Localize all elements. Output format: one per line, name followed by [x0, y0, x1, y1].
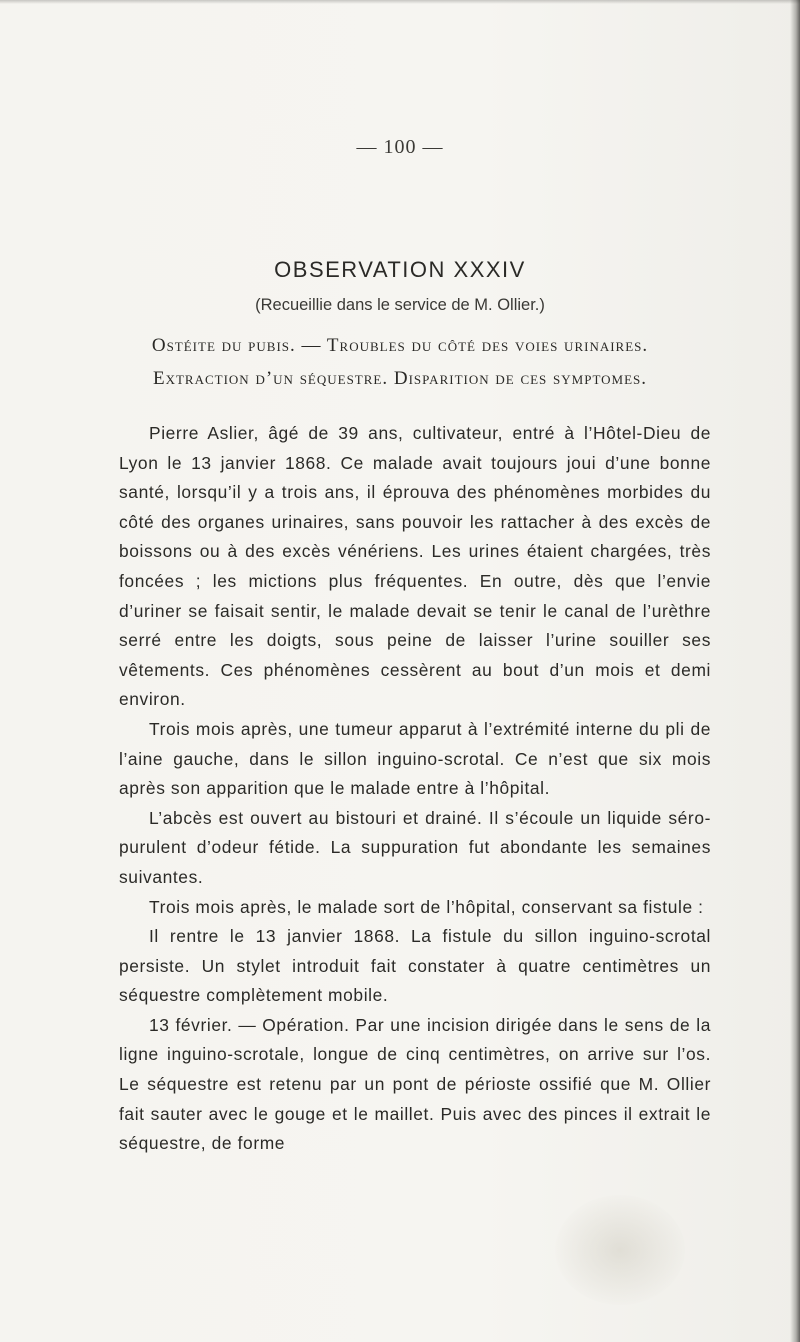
observation-title: OBSERVATION XXXIV [274, 257, 526, 282]
body-text [119, 419, 711, 1159]
paragraph-5: Il rentre le 13 janvier 1868. La fistule du sillon inguino-scrotal persiste. Un stylet introduit fait constater à quatre centimètres un séquestre complètement mobile. [119, 926, 711, 1006]
paragraph-4: Trois mois après, le malade sort de l’hôpital, conservant sa fistule : [149, 896, 704, 917]
paragraph-6: 13 février. — Opération. Par une incision dirigée dans le sens de la ligne inguino-scrotale, longue de cinq centimètres, on arrive sur l’os. Le séquestre est retenu par un pont de périoste ossifié que M. Ollier fait sauter avec le gouge et le maillet. Puis avec des pinces il extrait le séquestre, de forme [119, 1014, 711, 1154]
case-heading-line-2: Extraction d’un séquestre. Disparition de ces symptomes. [152, 368, 648, 389]
paper-stain [555, 1195, 685, 1305]
page-binding-edge [790, 0, 800, 1342]
case-heading-line-1: Ostéite du pubis. — Troubles du côté des voies urinaires. [151, 335, 649, 356]
page-top-edge [0, 0, 800, 4]
paragraph-3: L’abcès est ouvert au bistouri et drainé. Il s’écoule un liquide séro-purulent d’odeur fétide. La suppuration fut abondante les semaines suivantes. [119, 807, 711, 887]
page-number: — 100 — [356, 136, 444, 158]
paragraph-1: Pierre Aslier, âgé de 39 ans, cultivateur, entré à l’Hôtel-Dieu de Lyon le 13 janvier 1868. Ce malade avait toujours joui d’une bonne santé, lorsqu’il y a trois ans, il éprouva des phénomènes morbides du côté des organes urinaires, sans pouvoir les rattacher à des excès de boissons ou à des excès vénériens. Les urines étaient chargées, très foncées ; les mictions plus fréquentes. En outre, dès que l’envie d’uriner se faisait sentir, le malade devait se tenir le canal de l’urèthre serré entre les doigts, sous peine de laisser l’urine souiller ses vêtements. Ces phénomènes cessèrent au bout d’un mois et demi environ. [119, 423, 711, 710]
observation-subtitle: (Recueillie dans le service de M. Ollier.) [255, 296, 545, 314]
paragraph-2: Trois mois après, une tumeur apparut à l’extrémité interne du pli de l’aine gauche, dans le sillon inguino-scrotal. Ce n’est que six mois après son apparition que le malade entre à l’hôpital. [119, 718, 711, 799]
